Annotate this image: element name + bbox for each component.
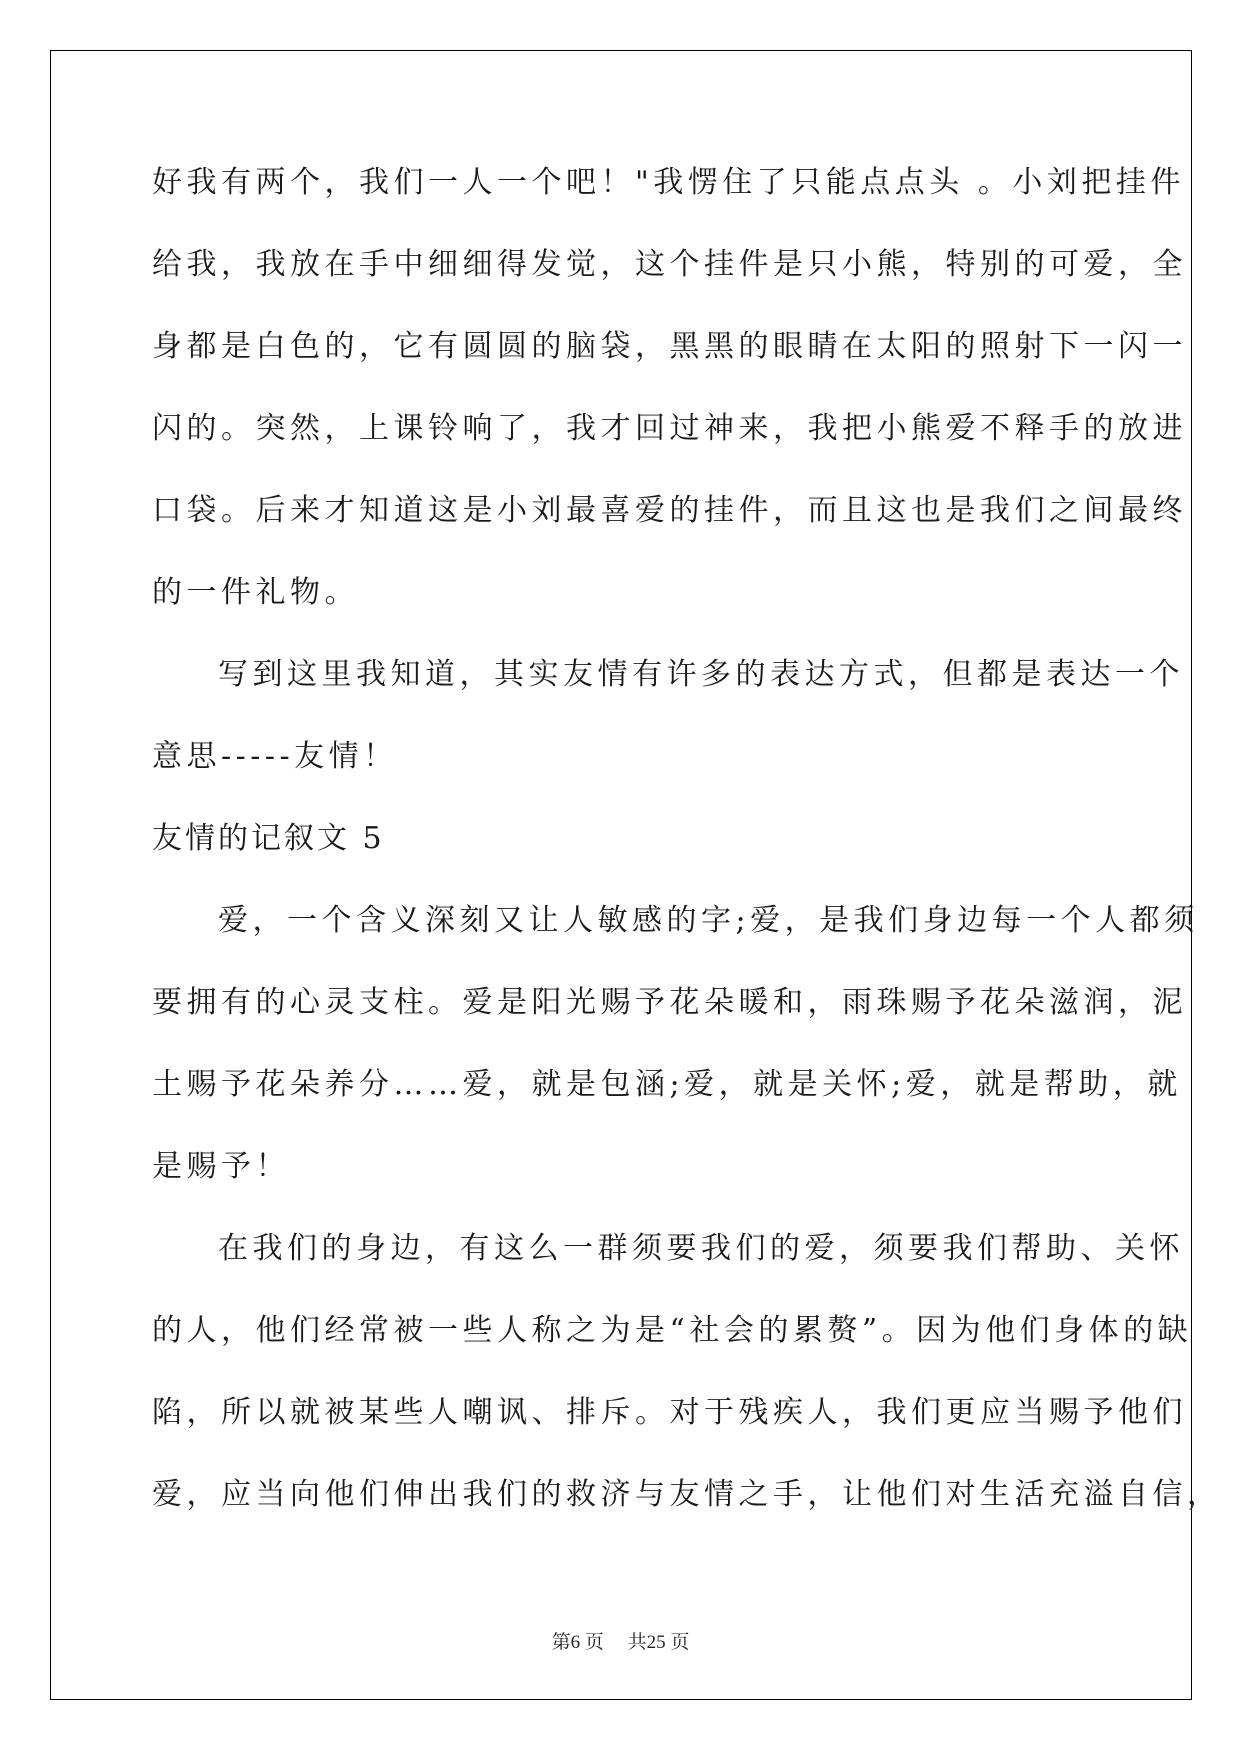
text-line: 要拥有的心灵支柱。爱是阳光赐予花朵暖和，雨珠赐予花朵滋润，泥 <box>152 985 1187 1020</box>
total-pages: 25 <box>646 1632 666 1653</box>
page-footer <box>0 1627 1241 1654</box>
text-line: 的人，他们经常被一些人称之为是“社会的累赘”。因为他们身体的缺 <box>152 1313 1193 1348</box>
text-line: 写到这里我知道，其实友情有许多的表达方式，但都是表达一个 <box>218 657 1184 692</box>
text-line: 爱，应当向他们伸出我们的救济与友情之手，让他们对生活充溢自信， <box>152 1477 1222 1512</box>
text-line: 意思-----友情！ <box>152 739 398 774</box>
text-line: 闪的。突然，上课铃响了，我才回过神来，我把小熊爱不释手的放进 <box>152 411 1187 446</box>
text-line: 给我，我放在手中细细得发觉，这个挂件是只小熊，特别的可爱，全 <box>152 247 1187 282</box>
text-line: 身都是白色的，它有圆圆的脑袋，黑黑的眼睛在太阳的照射下一闪一 <box>152 329 1187 364</box>
total-label-prefix: 共 <box>627 1632 647 1653</box>
text-line: 是赐予！ <box>152 1149 290 1184</box>
text-line: 土赐予花朵养分……爱，就是包涵;爱，就是关怀;爱，就是帮助，就 <box>152 1067 1182 1102</box>
page-label-prefix: 第 <box>551 1632 571 1653</box>
text-line: 好我有两个，我们一人一个吧！"我愣住了只能点点头 。小刘把挂件 <box>152 165 1185 200</box>
text-line: 的一件礼物。 <box>152 575 359 610</box>
page-number: 6 <box>570 1632 581 1653</box>
total-label-suffix: 页 <box>670 1632 690 1653</box>
text-line: 在我们的身边，有这么一群须要我们的爱，须要我们帮助、关怀 <box>218 1231 1184 1266</box>
section-heading: 友情的记叙文 5 <box>152 821 385 856</box>
page-label-suffix: 页 <box>584 1632 604 1653</box>
text-line: 陷，所以就被某些人嘲讽、排斥。对于残疾人，我们更应当赐予他们 <box>152 1395 1187 1430</box>
text-line: 口袋。后来才知道这是小刘最喜爱的挂件，而且这也是我们之间最终 <box>152 493 1187 528</box>
document-body <box>152 155 1222 1549</box>
text-line: 爱，一个含义深刻又让人敏感的字;爱，是我们身边每一个人都须 <box>218 903 1199 938</box>
